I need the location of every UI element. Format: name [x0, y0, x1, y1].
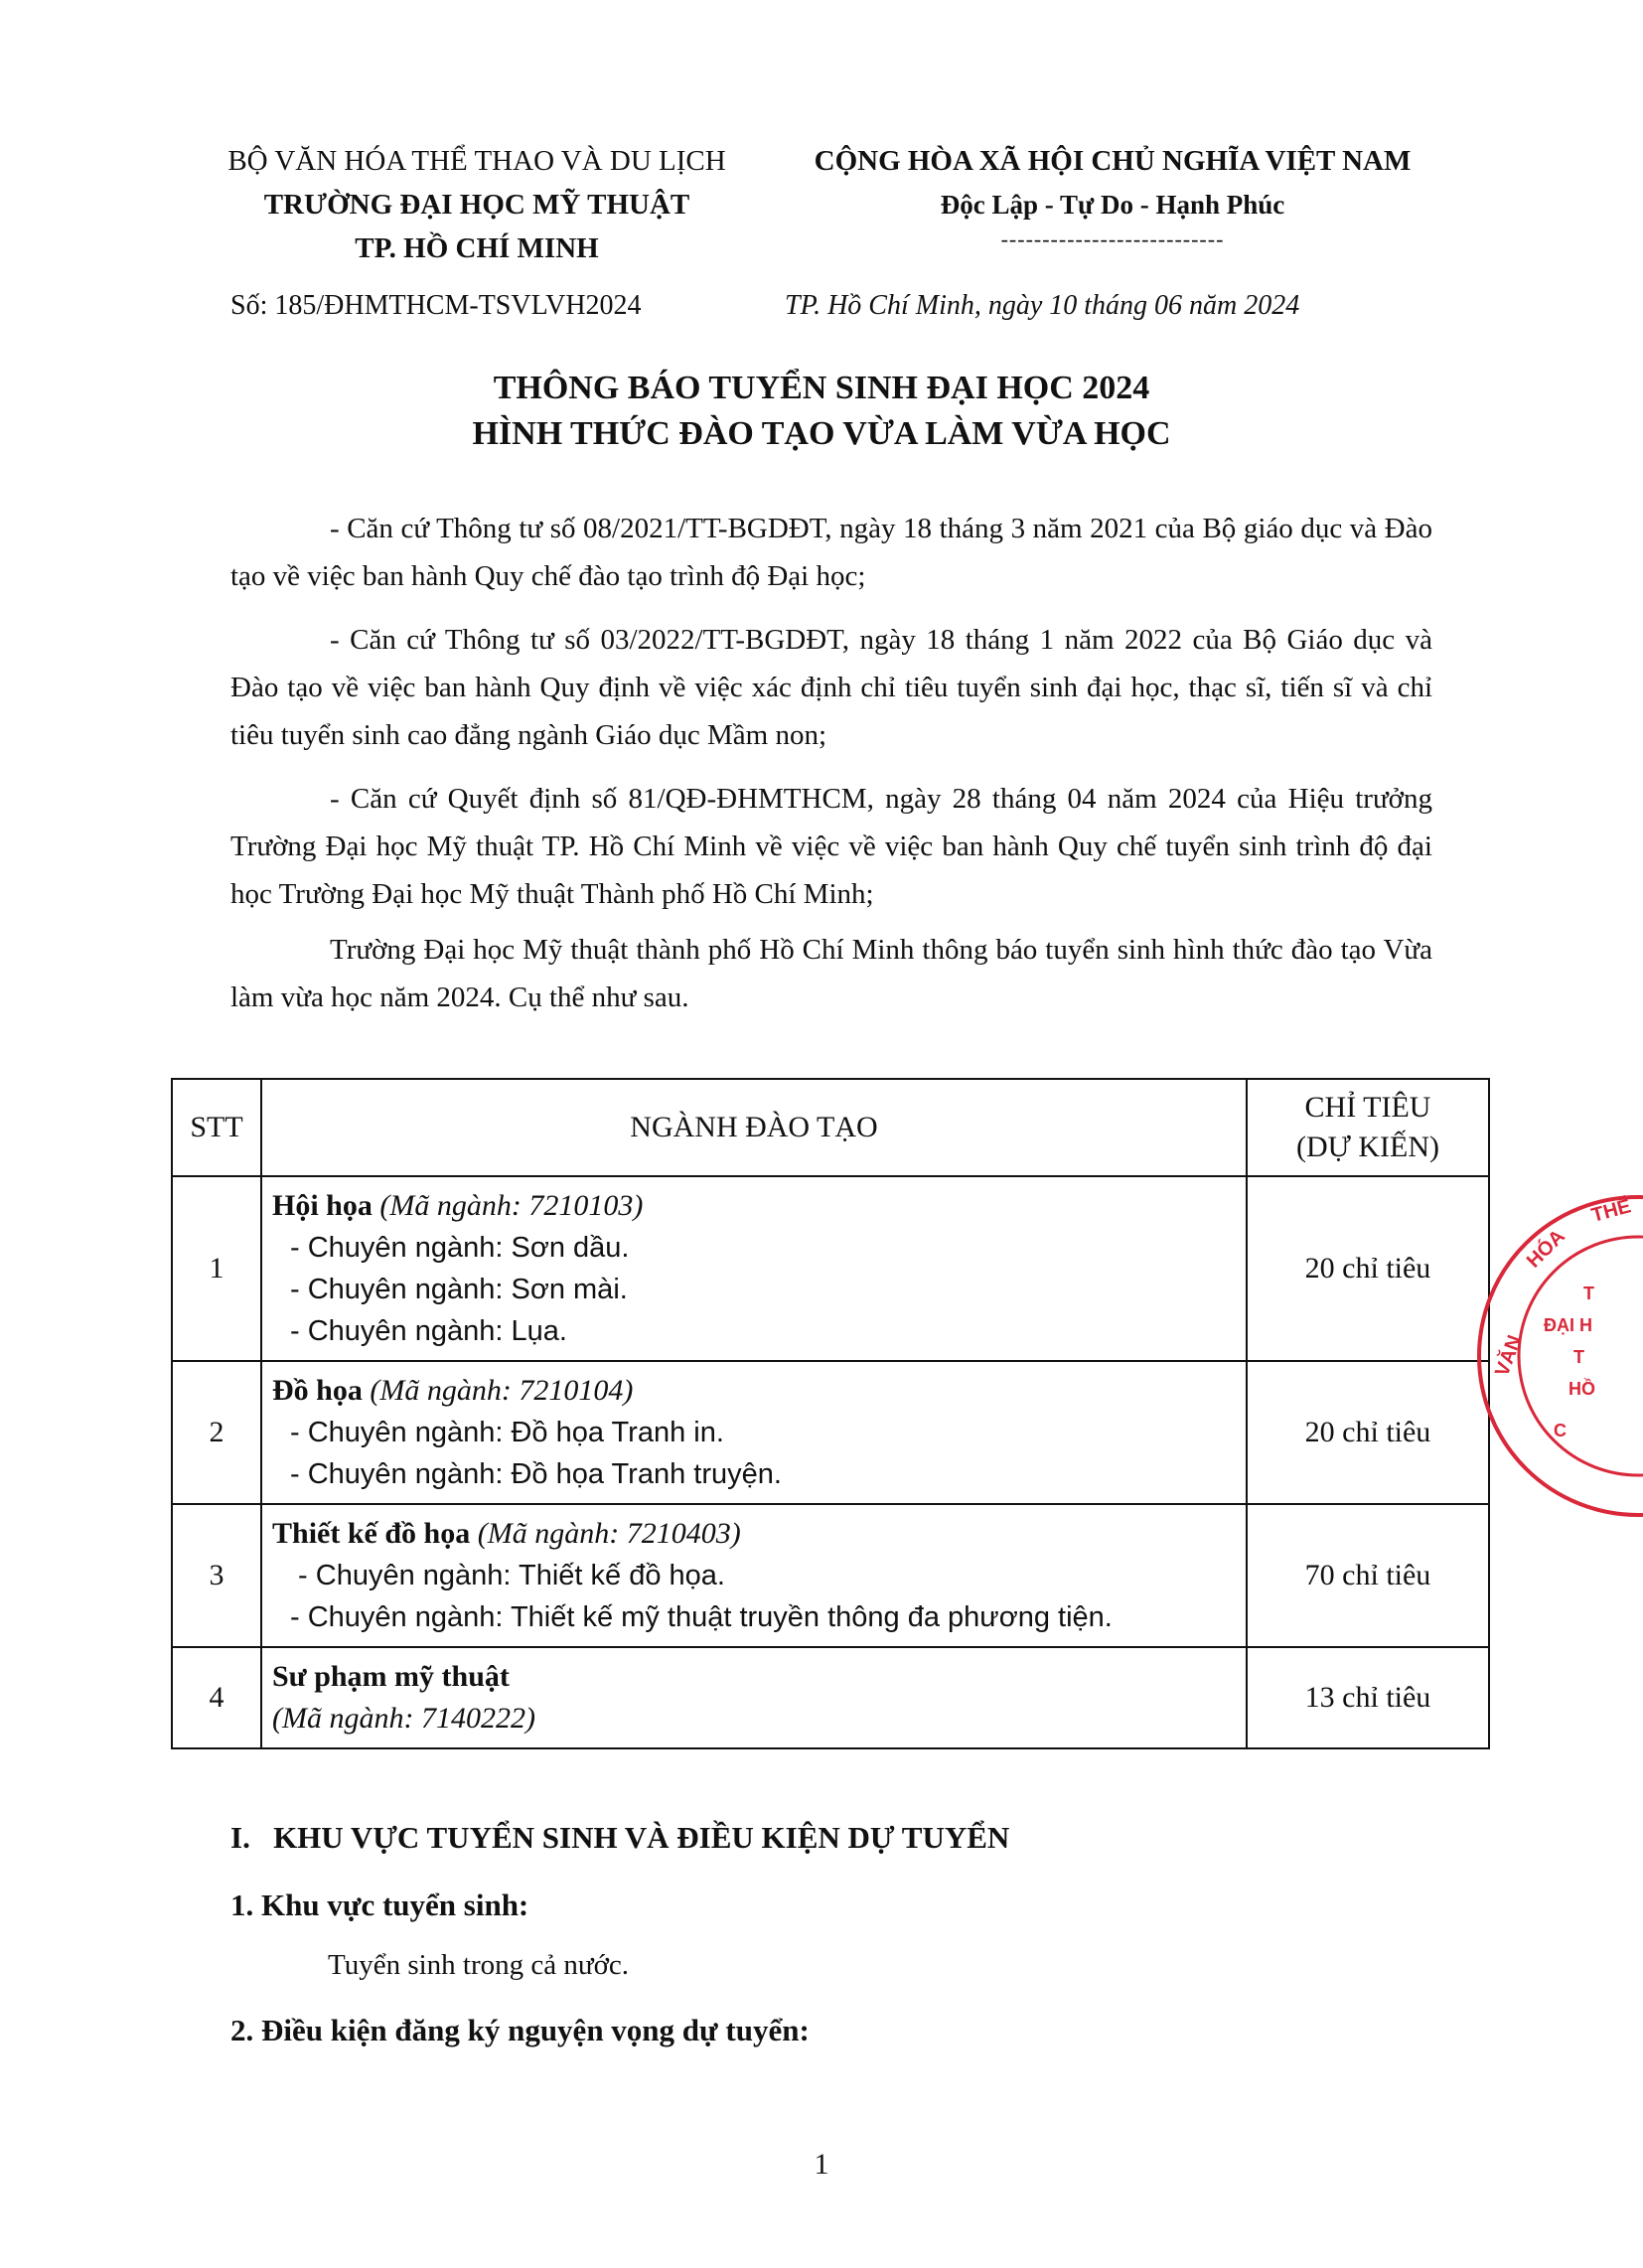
document-date: TP. Hồ Chí Minh, ngày 10 tháng 06 năm 2024 — [785, 290, 1300, 321]
header-stt: STT — [172, 1079, 261, 1176]
table-row — [172, 1361, 1489, 1504]
university-city: TP. HỒ CHÍ MINH — [355, 232, 599, 264]
major-name: Thiết kế đồ họa — [272, 1517, 471, 1550]
row-quota: 13 chỉ tiêu — [1247, 1647, 1489, 1748]
national-motto: Độc Lập - Tự Do - Hạnh Phúc — [940, 190, 1285, 220]
specialization: - Chuyên ngành: Sơn dầu. — [290, 1232, 630, 1264]
major-name: Sư phạm mỹ thuật — [272, 1660, 510, 1693]
svg-text:VĂN: VĂN — [1491, 1332, 1527, 1380]
subsection-heading-1: 1. Khu vực tuyển sinh: — [230, 1888, 529, 1922]
major-name: Đồ họa — [272, 1374, 363, 1407]
issuing-agency-block — [169, 139, 785, 270]
row-major — [261, 1361, 1247, 1504]
row-quota: 70 chỉ tiêu — [1247, 1504, 1489, 1647]
paragraph-legal-basis-2 — [230, 616, 1432, 759]
title-line-1: THÔNG BÁO TUYỂN SINH ĐẠI HỌC 2024 — [493, 370, 1150, 406]
paragraph-announcement — [230, 926, 1432, 1021]
seal-graphic — [1474, 1192, 1643, 1520]
row-major — [261, 1647, 1247, 1748]
header-separator: --------------------------- — [1000, 227, 1225, 251]
table-header-row — [172, 1079, 1489, 1176]
major-code: (Mã ngành: 7140222) — [272, 1702, 535, 1735]
row-major — [261, 1504, 1247, 1647]
ministry-name: BỘ VĂN HÓA THỂ THAO VÀ DU LỊCH — [227, 145, 726, 177]
specialization: - Chuyên ngành: Sơn mài. — [290, 1274, 628, 1305]
paragraph-text: - Căn cứ Thông tư số 03/2022/TT-BGDĐT, ngày 18 tháng 1 năm 2022 của Bộ Giáo dục và Đào tạo về việc ban hành Quy định về việc xác định chỉ tiêu tuyển sinh đại học, thạc sĩ, tiến sĩ và chỉ tiêu tuyển sinh cao đẳng ngành Giáo dục Mầm non; — [230, 624, 1432, 751]
svg-text:HÓA: HÓA — [1522, 1225, 1569, 1273]
specialization: - Chuyên ngành: Thiết kế mỹ thuật truyền thông đa phương tiện. — [290, 1601, 1113, 1633]
svg-text:HỒ: HỒ — [1568, 1379, 1595, 1399]
paragraph-text: Trường Đại học Mỹ thuật thành phố Hồ Chí Minh thông báo tuyển sinh hình thức đào tạo Vừa làm vừa học năm 2024. Cụ thể như sau. — [230, 934, 1432, 1013]
svg-text:T: T — [1573, 1347, 1584, 1367]
document-title — [0, 366, 1643, 457]
specialization: - Chuyên ngành: Thiết kế đồ họa. — [290, 1560, 725, 1591]
svg-text:THỂ: THỂ — [1588, 1195, 1634, 1227]
row-stt: 1 — [172, 1176, 261, 1361]
major-code: (Mã ngành: 7210103) — [379, 1189, 644, 1222]
row-stt: 2 — [172, 1361, 261, 1504]
page-number: 1 — [814, 2148, 829, 2181]
specialization: - Chuyên ngành: Lụa. — [290, 1315, 567, 1347]
major-code: (Mã ngành: 7210403) — [477, 1517, 741, 1550]
official-seal — [1474, 1192, 1643, 1520]
svg-text:ĐẠI H: ĐẠI H — [1544, 1315, 1592, 1335]
row-stt: 4 — [172, 1647, 261, 1748]
national-name: CỘNG HÒA XÃ HỘI CHỦ NGHĨA VIỆT NAM — [814, 145, 1412, 177]
admission-quota-table — [171, 1078, 1490, 1749]
table-row — [172, 1504, 1489, 1647]
row-major — [261, 1176, 1247, 1361]
header-quota-line1: CHỈ TIÊU — [1304, 1091, 1431, 1124]
row-stt: 3 — [172, 1504, 261, 1647]
subsection-heading-2: 2. Điều kiện đăng ký nguyện vọng dự tuyển: — [230, 2013, 810, 2047]
section-heading: I. KHU VỰC TUYỂN SINH VÀ ĐIỀU KIỆN DỰ TUYỂN — [230, 1820, 1010, 1855]
document-number: Số: 185/ĐHMTHCM-TSVLVH2024 — [230, 290, 642, 321]
header-quota — [1247, 1079, 1489, 1176]
major-name: Hội họa — [272, 1189, 373, 1222]
major-code: (Mã ngành: 7210104) — [370, 1374, 634, 1407]
paragraph-legal-basis-3 — [230, 775, 1432, 918]
svg-text:T: T — [1583, 1284, 1594, 1303]
paragraph-text: - Căn cứ Quyết định số 81/QĐ-ĐHMTHCM, ngày 28 tháng 04 năm 2024 của Hiệu trưởng Trường Đại học Mỹ thuật TP. Hồ Chí Minh về việc về việc ban hành Quy chế tuyển sinh trình độ đại học Trường Đại học Mỹ thuật Thành phố Hồ Chí Minh; — [230, 783, 1432, 910]
row-quota: 20 chỉ tiêu — [1247, 1176, 1489, 1361]
specialization: - Chuyên ngành: Đồ họa Tranh truyện. — [290, 1458, 782, 1490]
subsection-text-1: Tuyển sinh trong cả nước. — [328, 1949, 630, 1981]
svg-text:C: C — [1554, 1421, 1567, 1440]
table-row — [172, 1176, 1489, 1361]
table-row — [172, 1647, 1489, 1748]
row-quota: 20 chỉ tiêu — [1247, 1361, 1489, 1504]
header-quota-line2: (DỰ KIẾN) — [1295, 1131, 1440, 1163]
paragraph-legal-basis-1 — [230, 505, 1432, 600]
header-major: NGÀNH ĐÀO TẠO — [261, 1079, 1247, 1176]
specialization: - Chuyên ngành: Đồ họa Tranh in. — [290, 1417, 724, 1448]
national-title-block — [795, 139, 1430, 252]
paragraph-text: - Căn cứ Thông tư số 08/2021/TT-BGDĐT, ngày 18 tháng 3 năm 2021 của Bộ giáo dục và Đào tạo về việc ban hành Quy chế đào tạo trình độ Đại học; — [230, 513, 1432, 592]
university-name: TRƯỜNG ĐẠI HỌC MỸ THUẬT — [263, 189, 690, 221]
title-line-2: HÌNH THỨC ĐÀO TẠO VỪA LÀM VỪA HỌC — [472, 415, 1171, 452]
